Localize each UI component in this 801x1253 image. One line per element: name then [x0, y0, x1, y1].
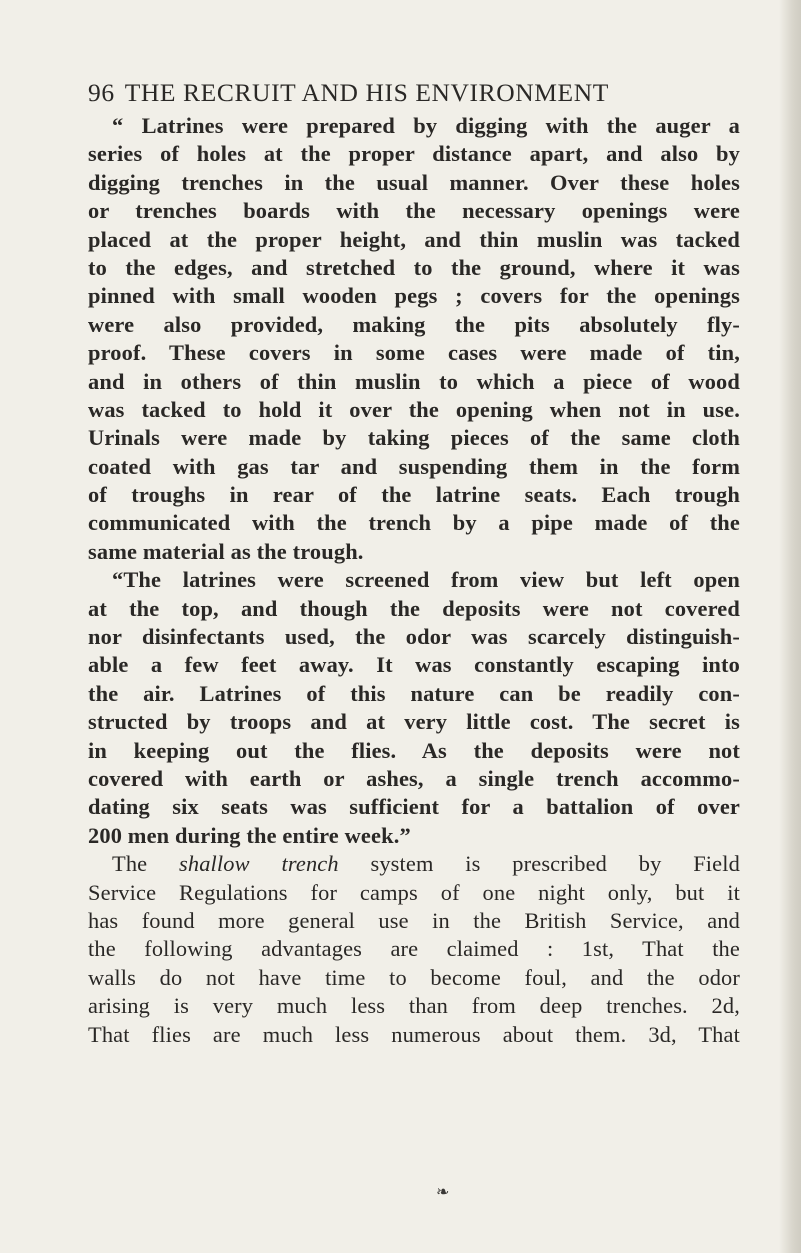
text-line [88, 850, 740, 878]
text-run: The [112, 851, 179, 877]
text-line: “ Latrines were prepared by digging with the auger a [112, 113, 740, 138]
text-line: dating six seats was sufficient for a battalion of over [88, 794, 740, 820]
signature-mark: ❧ [436, 1184, 450, 1201]
text-line: was tacked to hold it over the opening when not in use. [88, 396, 740, 422]
text-line: or trenches boards with the necessary openings were [88, 198, 740, 224]
text-line: the following advantages are claimed : 1st, That the [88, 936, 740, 962]
body-paragraph [88, 850, 740, 1049]
text-line: coated with gas tar and suspending them in the form [88, 453, 740, 479]
text-line: at the top, and though the deposits were not covered [88, 595, 740, 621]
emphasized-term: shallow trench [179, 851, 339, 877]
text-line: walls do not have time to become foul, and the odor [88, 964, 740, 990]
quoted-passage [88, 112, 740, 850]
text-line: same material as the trough. [88, 538, 364, 564]
text-line: of troughs in rear of the latrine seats. Each trough [88, 482, 740, 508]
text-line: series of holes at the proper distance apart, and also by [88, 141, 740, 167]
text-line: nor disinfectants used, the odor was scarcely distinguish- [88, 624, 740, 650]
text-line: 200 men during the entire week.” [88, 822, 411, 848]
text-line: proof. These covers in some cases were made of tin, [88, 340, 740, 366]
text-line: were also provided, making the pits absolutely fly- [88, 311, 740, 337]
text-line: Service Regulations for camps of one night only, but it [88, 879, 740, 905]
text-line: That flies are much less numerous about them. 3d, That [88, 1021, 740, 1047]
text-line: in keeping out the flies. As the deposits were not [88, 737, 740, 763]
text-run: system is prescribed by Field [338, 851, 740, 877]
text-line: placed at the proper height, and thin muslin was tacked [88, 226, 740, 252]
page-body [88, 112, 740, 1049]
text-line: and in others of thin muslin to which a piece of wood [88, 368, 740, 394]
text-line: has found more general use in the British Service, and [88, 907, 740, 933]
text-line: “The latrines were screened from view but left open [112, 567, 740, 593]
text-line: covered with earth or ashes, a single trench accommo- [88, 765, 740, 791]
text-line: communicated with the trench by a pipe made of the [88, 510, 740, 536]
text-line: structed by troops and at very little cost. The secret is [88, 709, 740, 735]
running-title: THE RECRUIT AND HIS ENVIRONMENT [124, 78, 609, 107]
page-edge-shadow [779, 0, 801, 1253]
text-line: the air. Latrines of this nature can be readily con- [88, 680, 740, 706]
page-number: 96 [88, 78, 115, 107]
text-line: digging trenches in the usual manner. Over these holes [88, 169, 740, 195]
text-line: able a few feet away. It was constantly escaping into [88, 652, 740, 678]
running-header [88, 78, 728, 108]
text-line: pinned with small wooden pegs ; covers for the openings [88, 283, 740, 309]
text-line: to the edges, and stretched to the ground, where it was [88, 254, 740, 280]
text-line: Urinals were made by taking pieces of the same cloth [88, 425, 740, 451]
text-line: arising is very much less than from deep trenches. 2d, [88, 993, 740, 1019]
